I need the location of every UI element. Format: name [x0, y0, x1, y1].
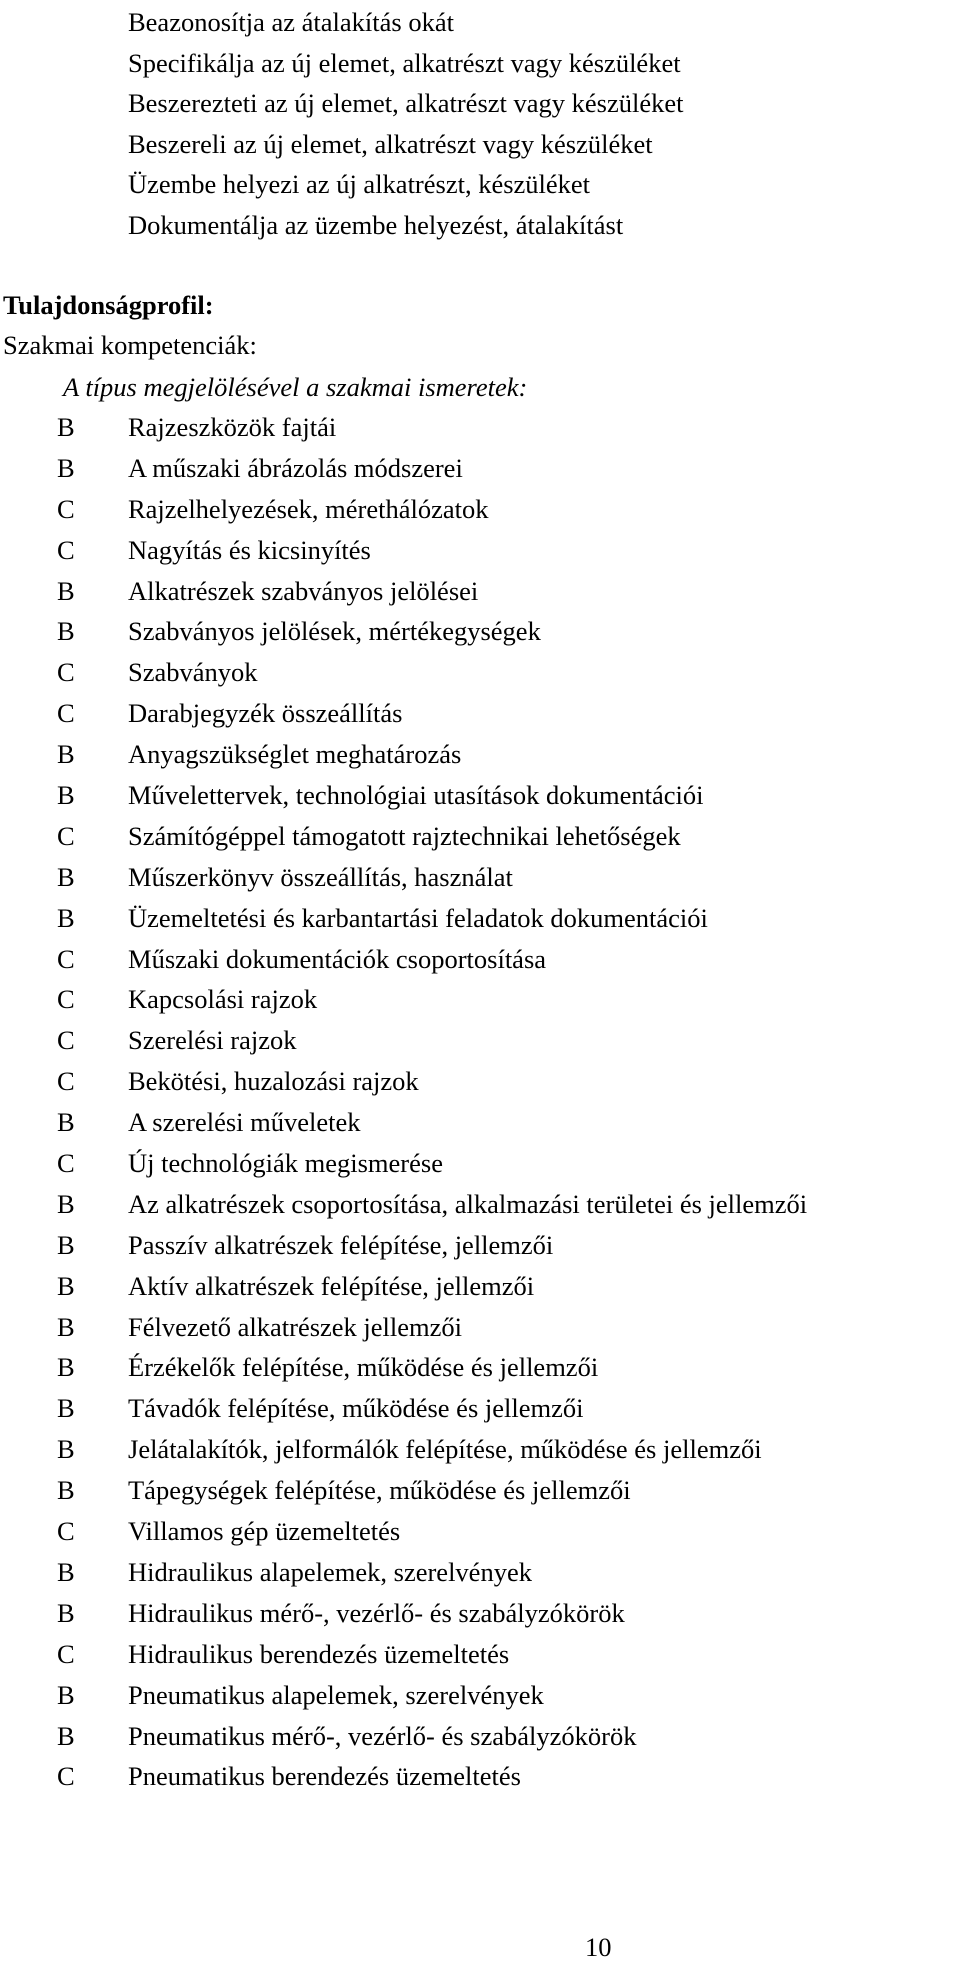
knowledge-text: A szerelési műveletek [128, 1107, 361, 1138]
knowledge-text: Hidraulikus mérő-, vezérlő- és szabályzókörök [128, 1597, 625, 1628]
knowledge-text: Szerelési rajzok [128, 1025, 297, 1056]
knowledge-text: Műszerkönyv összeállítás, használat [128, 861, 513, 892]
knowledge-text: Új technológiák megismerése [128, 1148, 443, 1179]
knowledge-level: B [57, 1352, 75, 1383]
knowledge-level: C [57, 534, 75, 565]
knowledge-text: Művelettervek, technológiai utasítások dokumentációi [128, 780, 704, 811]
knowledge-text: Anyagszükséglet meghatározás [128, 739, 462, 770]
knowledge-level: B [57, 739, 75, 770]
knowledge-text: Rajzeszközök fajtái [128, 412, 337, 442]
knowledge-level: B [57, 1597, 75, 1628]
knowledge-text: Távadók felépítése, működése és jellemzői [128, 1393, 584, 1424]
knowledge-level: B [57, 1311, 75, 1342]
knowledge-text: Félvezető alkatrészek jellemzői [128, 1311, 463, 1342]
knowledge-level: C [57, 984, 75, 1015]
knowledge-text: Szabványos jelölések, mértékegységek [128, 616, 541, 647]
knowledge-text: Jelátalakítók, jelformálók felépítése, működése és jellemzői [128, 1434, 762, 1465]
knowledge-level: C [57, 1066, 75, 1097]
knowledge-level: C [57, 698, 75, 729]
knowledge-level: B [57, 412, 75, 442]
knowledge-level: B [57, 1475, 75, 1506]
knowledge-text: Darabjegyzék összeállítás [128, 698, 403, 729]
knowledge-level: C [57, 1148, 75, 1179]
knowledge-text: Számítógéppel támogatott rajztechnikai lehetőségek [128, 820, 681, 851]
knowledge-level: C [57, 493, 75, 524]
knowledge-text: Hidraulikus alapelemek, szerelvények [128, 1556, 532, 1587]
knowledge-level: B [57, 1107, 75, 1138]
knowledge-text: Műszaki dokumentációk csoportosítása [128, 943, 547, 974]
knowledge-text: Pneumatikus mérő-, vezérlő- és szabályzókörök [128, 1720, 637, 1751]
task-item: Beszereli az új elemet, alkatrészt vagy készüléket [128, 128, 653, 159]
task-item: Dokumentálja az üzembe helyezést, átalakítást [128, 209, 624, 240]
knowledge-text: A műszaki ábrázolás módszerei [128, 452, 463, 483]
knowledge-text: Pneumatikus alapelemek, szerelvények [128, 1679, 544, 1710]
knowledge-level: C [57, 1025, 75, 1056]
knowledge-text: Aktív alkatrészek felépítése, jellemzői [128, 1270, 535, 1301]
task-item: Üzembe helyezi az új alkatrészt, készüléket [128, 169, 591, 200]
knowledge-text: Bekötési, huzalozási rajzok [128, 1066, 419, 1097]
knowledge-text: Pneumatikus berendezés üzemeltetés [128, 1761, 521, 1792]
page-number: 10 [585, 1932, 612, 1962]
knowledge-level: B [57, 1229, 75, 1260]
knowledge-level: B [57, 1679, 75, 1710]
knowledge-text: Villamos gép üzemeltetés [128, 1516, 401, 1547]
knowledge-level: C [57, 657, 75, 688]
knowledge-level: C [57, 820, 75, 851]
knowledge-level: B [57, 1393, 75, 1424]
knowledge-level: B [57, 861, 75, 892]
knowledge-level: B [57, 1270, 75, 1301]
knowledge-level: B [57, 575, 75, 606]
knowledge-level: B [57, 616, 75, 647]
knowledge-level: B [57, 780, 75, 811]
knowledge-level: B [57, 1720, 75, 1751]
knowledge-level: B [57, 1556, 75, 1587]
knowledge-level: B [57, 1188, 75, 1219]
knowledge-text: Érzékelők felépítése, működése és jellemzői [128, 1352, 599, 1383]
knowledge-text: Tápegységek felépítése, működése és jellemzői [128, 1475, 631, 1506]
knowledge-text: Alkatrészek szabványos jelölései [128, 575, 479, 606]
knowledge-text: Üzemeltetési és karbantartási feladatok dokumentációi [128, 902, 708, 933]
knowledge-level: B [57, 902, 75, 933]
task-item: Beazonosítja az átalakítás okát [128, 7, 454, 37]
profile-title: Tulajdonságprofil: [3, 290, 214, 320]
knowledge-level: C [57, 1516, 75, 1547]
knowledge-text: Szabványok [128, 657, 258, 688]
knowledge-level: C [57, 1761, 75, 1792]
knowledge-text: Kapcsolási rajzok [128, 984, 318, 1015]
knowledge-text: Nagyítás és kicsinyítés [128, 534, 371, 565]
knowledge-text: Hidraulikus berendezés üzemeltetés [128, 1638, 510, 1669]
knowledge-level: B [57, 1434, 75, 1465]
knowledge-text: Az alkatrészek csoportosítása, alkalmazási területei és jellemzői [128, 1188, 808, 1219]
knowledge-text: Passzív alkatrészek felépítése, jellemzői [128, 1229, 554, 1260]
task-item: Beszerezteti az új elemet, alkatrészt vagy készüléket [128, 88, 684, 119]
knowledge-heading: A típus megjelölésével a szakmai ismeretek: [63, 372, 528, 402]
knowledge-text: Rajzelhelyezések, mérethálózatok [128, 493, 489, 524]
knowledge-level: B [57, 452, 75, 483]
knowledge-level: C [57, 1638, 75, 1669]
task-list [128, 2, 683, 246]
knowledge-level: C [57, 943, 75, 974]
competence-label: Szakmai kompetenciák: [3, 330, 257, 360]
task-item: Specifikálja az új elemet, alkatrészt vagy készüléket [128, 47, 681, 78]
